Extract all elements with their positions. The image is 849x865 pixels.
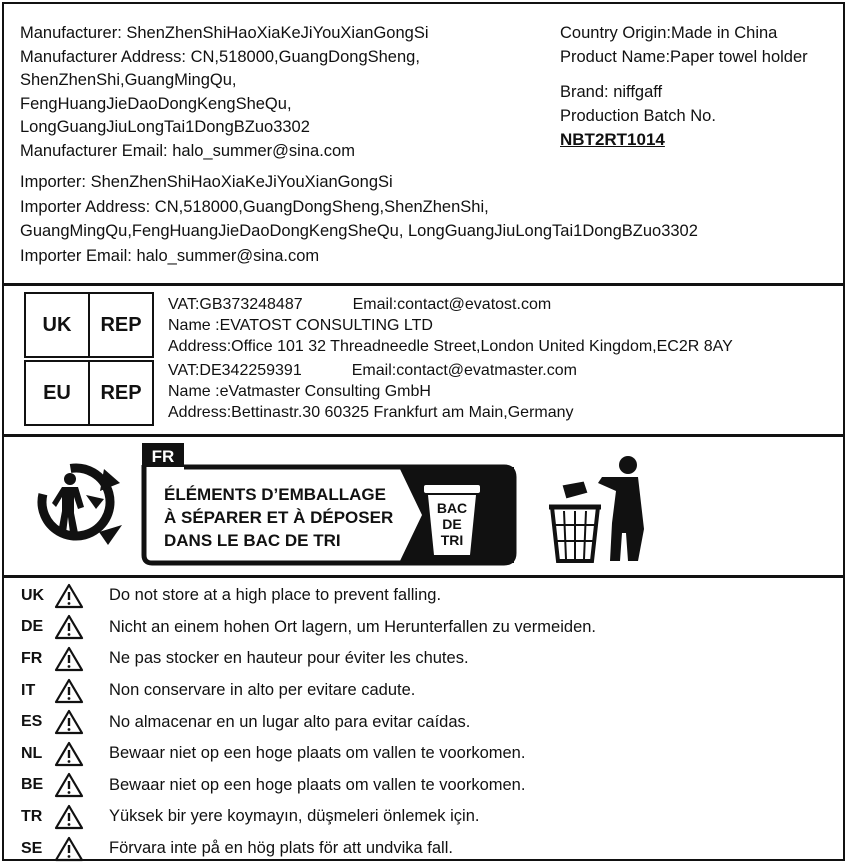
warning-row xyxy=(4,833,843,865)
batch-number: NBT2RT1014 xyxy=(560,130,665,149)
manufacturer-line: Manufacturer Email: halo_summer@sina.com xyxy=(20,141,355,160)
warning-triangle-icon xyxy=(54,678,84,704)
warning-text: Förvara inte på en hög plats för att undvika fall. xyxy=(109,839,453,858)
product-name: Product Name:Paper towel holder xyxy=(560,47,808,66)
warning-text: No almacenar en un lugar alto para evitar caídas. xyxy=(109,712,471,731)
warning-country-code: IT xyxy=(21,681,36,699)
warning-country-code: DE xyxy=(21,618,44,636)
tidyman-litter-icon xyxy=(549,456,644,561)
warning-row xyxy=(4,675,843,707)
recycling-section xyxy=(4,437,843,578)
warning-text: Non conservare in alto per evitare cadute. xyxy=(109,681,416,700)
warnings-section xyxy=(4,578,843,863)
uk-name: Name :EVATOST CONSULTING LTD xyxy=(168,317,433,334)
manufacturer-line: Manufacturer Address: CN,518000,GuangDongSheng, xyxy=(20,47,420,66)
warning-triangle-icon xyxy=(54,614,84,640)
importer-line: Importer Email: halo_summer@sina.com xyxy=(20,246,320,265)
brand: Brand: niffgaff xyxy=(560,83,663,101)
eu-rep: REP xyxy=(100,381,142,404)
manufacturer-block xyxy=(20,22,429,163)
eu-region: EU xyxy=(26,362,90,424)
bin-line: BAC xyxy=(436,500,468,516)
uk-rep-details xyxy=(168,294,733,357)
warning-triangle-icon xyxy=(54,772,84,798)
triman-line: DANS LE BAC DE TRI xyxy=(164,531,341,550)
warning-text: Bewaar niet op een hoge plaats om vallen te voorkomen. xyxy=(109,775,526,794)
uk-rep: REP xyxy=(100,313,142,336)
manufacturer-line: Manufacturer: ShenZhenShiHaoXiaKeJiYouXianGongSi xyxy=(20,24,429,42)
warning-triangle-icon xyxy=(54,709,84,735)
bin-line: DE xyxy=(442,516,462,532)
warning-text: Ne pas stocker en hauteur pour éviter les chutes. xyxy=(109,649,469,668)
warning-country-code: ES xyxy=(21,713,43,731)
eu-email: Email:contact@evatmaster.com xyxy=(351,362,577,379)
importer-line: Importer: ShenZhenShiHaoXiaKeJiYouXianGongSi xyxy=(20,173,393,191)
triman-line: À SÉPARER ET À DÉPOSER xyxy=(164,508,394,527)
importer-line: Importer Address: CN,518000,GuangDongSheng,ShenZhenShi, xyxy=(20,197,489,216)
warning-row xyxy=(4,706,843,738)
manufacturer-line: LongGuangJiuLongTai1DongBZuo3302 xyxy=(20,118,310,136)
triman-line: ÉLÉMENTS D’EMBALLAGE xyxy=(164,485,386,504)
warning-triangle-icon xyxy=(54,646,84,672)
eu-name: Name :eVatmaster Consulting GmbH xyxy=(168,383,431,400)
warning-row xyxy=(4,770,843,802)
country-origin: Country Origin:Made in China xyxy=(560,24,778,42)
warning-row xyxy=(4,643,843,675)
warning-country-code: TR xyxy=(21,807,43,825)
eu-vat: VAT:DE342259391 xyxy=(168,362,302,379)
triman-recycling-icon xyxy=(30,456,123,549)
manufacturer-line: ShenZhenShi,GuangMingQu, xyxy=(20,71,237,89)
eu-rep-badge xyxy=(24,360,154,426)
warning-row xyxy=(4,580,843,612)
eu-rep-details xyxy=(168,360,577,423)
importer-line: GuangMingQu,FengHuangJieDaoDongKengSheQu, LongGuangJiuLongTai1DongBZuo3302 xyxy=(20,222,698,240)
warning-country-code: BE xyxy=(21,776,44,794)
warning-country-code: SE xyxy=(21,839,43,857)
warning-triangle-icon xyxy=(54,836,84,862)
warning-row xyxy=(4,801,843,833)
warning-row xyxy=(4,612,843,644)
manufacturer-line: FengHuangJieDaoDongKengSheQu, xyxy=(20,94,292,113)
product-info-block xyxy=(560,22,808,152)
batch-label: Production Batch No. xyxy=(560,106,716,125)
uk-rep-badge xyxy=(24,292,154,358)
warning-triangle-icon xyxy=(54,583,84,609)
warning-country-code: UK xyxy=(21,586,45,604)
warning-text: Do not store at a high place to prevent falling. xyxy=(109,586,442,605)
warning-text: Nicht an einem hohen Ort lagern, um Herunterfallen zu vermeiden. xyxy=(109,617,596,636)
uk-email: Email:contact@evatost.com xyxy=(352,296,552,313)
manufacturer-section xyxy=(4,4,843,286)
warning-triangle-icon xyxy=(54,804,84,830)
uk-vat: VAT:GB373248487 xyxy=(168,296,303,313)
warning-triangle-icon xyxy=(54,741,84,767)
uk-address: Address:Office 101 32 Threadneedle Street,London United Kingdom,EC2R 8AY xyxy=(168,338,733,355)
warning-text: Yüksek bir yere koymayın, düşmeleri önlemek için. xyxy=(109,807,480,826)
product-label xyxy=(2,2,845,861)
importer-block xyxy=(20,170,698,268)
warning-row xyxy=(4,738,843,770)
triman-country: FR xyxy=(151,447,175,466)
warning-text: Bewaar niet op een hoge plaats om vallen te voorkomen. xyxy=(109,744,526,763)
eu-address: Address:Bettinastr.30 60325 Frankfurt am Main,Germany xyxy=(168,404,574,421)
bin-line: TRI xyxy=(440,532,464,548)
uk-region: UK xyxy=(26,294,90,356)
warning-country-code: FR xyxy=(21,649,43,667)
representatives-section xyxy=(4,286,843,437)
warning-country-code: NL xyxy=(21,744,43,762)
